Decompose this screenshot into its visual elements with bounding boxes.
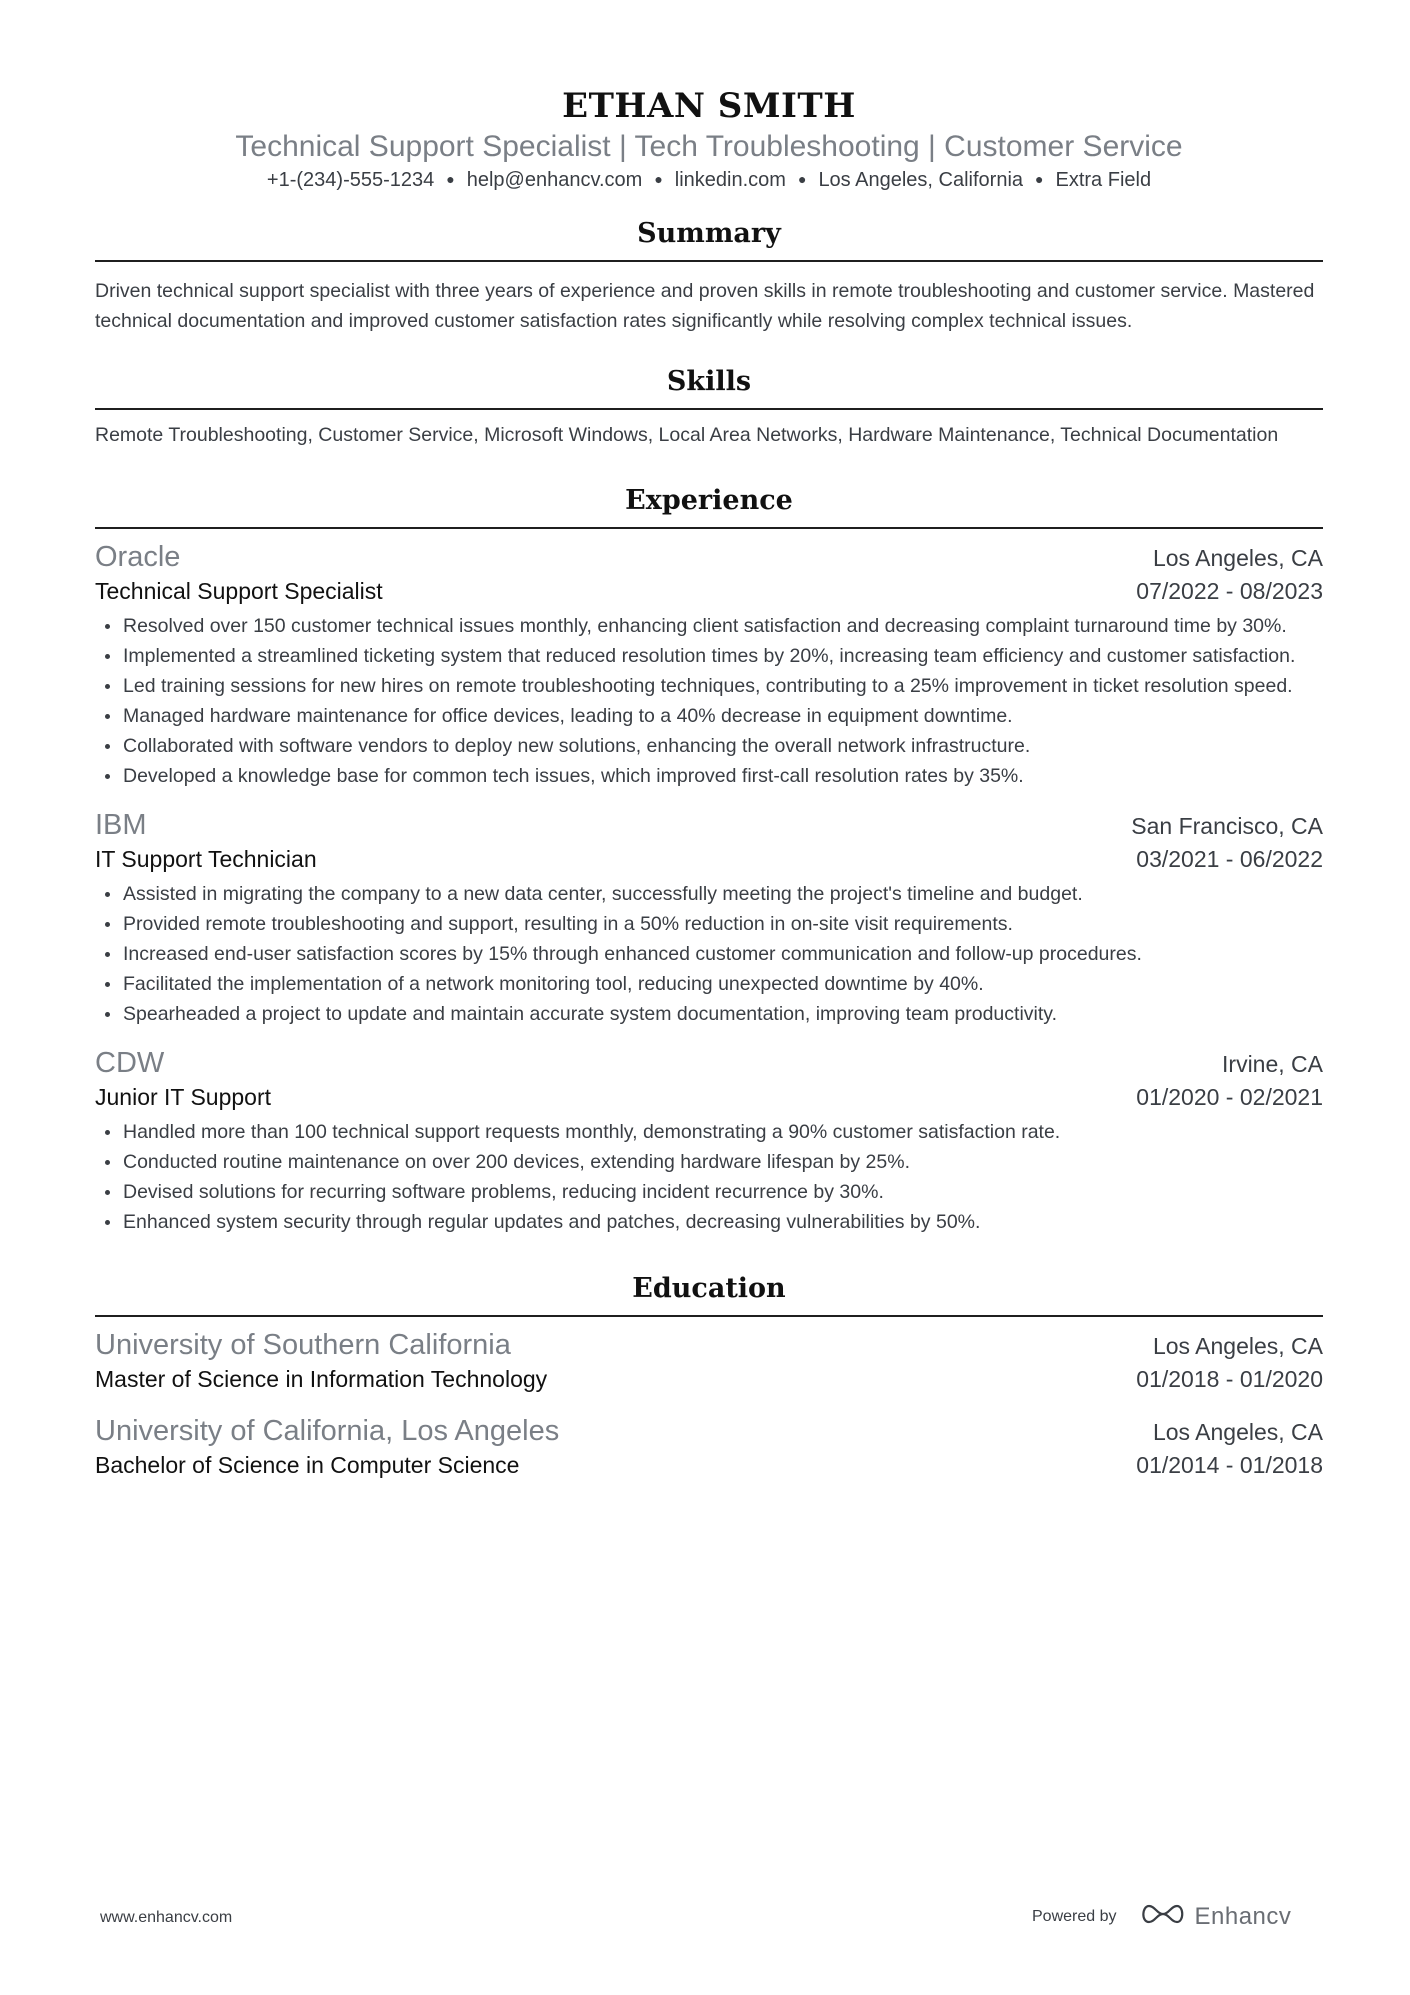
job-location: Irvine, CA bbox=[1222, 1051, 1323, 1077]
bullet-separator-icon: ● bbox=[1035, 171, 1044, 187]
job-role-row bbox=[95, 843, 1323, 875]
experience-section bbox=[95, 483, 1323, 1237]
bullet-item: Devised solutions for recurring software problems, reducing incident recurrence by 30%. bbox=[95, 1177, 1323, 1207]
school-name: University of Southern California bbox=[95, 1329, 511, 1361]
footer-website-link[interactable]: www.enhancv.com bbox=[100, 1909, 233, 1926]
section-title-education: Education bbox=[632, 1273, 786, 1304]
job-title: Technical Support Specialist bbox=[95, 578, 383, 604]
education-degree-row bbox=[95, 1449, 1323, 1481]
school-location: Los Angeles, CA bbox=[1152, 1333, 1323, 1359]
job-role-row bbox=[95, 1081, 1323, 1113]
contact-info bbox=[95, 167, 1323, 194]
contact-linkedin[interactable]: linkedin.com bbox=[674, 169, 786, 191]
education-entry bbox=[95, 1327, 1323, 1395]
bullet-separator-icon: ● bbox=[446, 171, 455, 187]
summary-text: Driven technical support specialist with three years of experience and proven skills in remote troubleshooting and customer service. Mastered technical documentation and improved customer satisfaction rates significantly while resolving complex technical issues. bbox=[95, 280, 1315, 332]
degree-title: Master of Science in Information Technology bbox=[95, 1366, 548, 1392]
job-bullets bbox=[95, 611, 1323, 791]
education-header-row bbox=[95, 1327, 1323, 1363]
contact-location: Los Angeles, California bbox=[818, 169, 1024, 191]
section-divider bbox=[95, 260, 1323, 262]
skills-text: Remote Troubleshooting, Customer Service, Microsoft Windows, Local Area Networks, Hardware Maintenance, Technical Documentation bbox=[95, 424, 1279, 446]
job-header-row bbox=[95, 1045, 1323, 1081]
job-location: San Francisco, CA bbox=[1131, 813, 1323, 839]
contact-email[interactable]: help@enhancv.com bbox=[466, 169, 643, 191]
bullet-item: Enhanced system security through regular updates and patches, decreasing vulnerabilities by 50%. bbox=[95, 1207, 1323, 1237]
job-entry bbox=[95, 807, 1323, 1029]
bullet-item: Facilitated the implementation of a network monitoring tool, reducing unexpected downtime by 40%. bbox=[95, 969, 1323, 999]
bullet-item: Handled more than 100 technical support requests monthly, demonstrating a 90% customer satisfaction rate. bbox=[95, 1117, 1323, 1147]
footer-branding bbox=[1032, 1902, 1291, 1931]
bullet-item: Spearheaded a project to update and maintain accurate system documentation, improving team productivity. bbox=[95, 999, 1323, 1029]
job-dates: 03/2021 - 06/2022 bbox=[1136, 846, 1323, 872]
resume-page bbox=[95, 0, 1323, 1481]
bullet-item: Managed hardware maintenance for office devices, leading to a 40% decrease in equipment downtime. bbox=[95, 701, 1323, 731]
powered-by-label: Powered by bbox=[1032, 1907, 1117, 1925]
education-degree-row bbox=[95, 1363, 1323, 1395]
school-name: University of California, Los Angeles bbox=[95, 1415, 560, 1447]
section-title-experience: Experience bbox=[625, 485, 793, 516]
candidate-headline: Technical Support Specialist | Tech Troubleshooting | Customer Service bbox=[235, 130, 1183, 163]
section-divider bbox=[95, 408, 1323, 410]
brand-name: Enhancv bbox=[1194, 1902, 1292, 1930]
job-entry bbox=[95, 539, 1323, 791]
bullet-item: Assisted in migrating the company to a new data center, successfully meeting the project's timeline and budget. bbox=[95, 879, 1323, 909]
section-title-summary: Summary bbox=[637, 218, 781, 249]
job-bullets bbox=[95, 1117, 1323, 1237]
section-divider bbox=[95, 527, 1323, 529]
job-title: Junior IT Support bbox=[95, 1084, 272, 1110]
summary-section bbox=[95, 216, 1323, 336]
bullet-item: Conducted routine maintenance on over 200 devices, extending hardware lifespan by 25%. bbox=[95, 1147, 1323, 1177]
education-dates: 01/2018 - 01/2020 bbox=[1136, 1366, 1323, 1392]
job-entry bbox=[95, 1045, 1323, 1237]
job-location: Los Angeles, CA bbox=[1152, 545, 1323, 571]
school-location: Los Angeles, CA bbox=[1152, 1419, 1323, 1445]
job-role-row bbox=[95, 575, 1323, 607]
enhancv-logo-icon[interactable] bbox=[1139, 1902, 1187, 1931]
education-dates: 01/2014 - 01/2018 bbox=[1136, 1452, 1323, 1478]
contact-phone: +1-(234)-555-1234 bbox=[266, 169, 435, 191]
resume-header bbox=[95, 0, 1323, 194]
company-name: Oracle bbox=[95, 541, 181, 573]
bullet-item: Implemented a streamlined ticketing system that reduced resolution times by 20%, increasing team efficiency and customer satisfaction. bbox=[95, 641, 1323, 671]
bullet-item: Collaborated with software vendors to deploy new solutions, enhancing the overall network infrastructure. bbox=[95, 731, 1323, 761]
education-entry bbox=[95, 1413, 1323, 1481]
job-dates: 07/2022 - 08/2023 bbox=[1136, 578, 1323, 604]
company-name: CDW bbox=[95, 1047, 165, 1079]
education-section bbox=[95, 1271, 1323, 1481]
bullet-item: Developed a knowledge base for common tech issues, which improved first-call resolution rates by 35%. bbox=[95, 761, 1323, 791]
bullet-item: Increased end-user satisfaction scores by 15% through enhanced customer communication and follow-up procedures. bbox=[95, 939, 1323, 969]
job-header-row bbox=[95, 539, 1323, 575]
section-title-skills: Skills bbox=[666, 366, 752, 397]
education-header-row bbox=[95, 1413, 1323, 1449]
bullet-separator-icon: ● bbox=[654, 171, 663, 187]
job-header-row bbox=[95, 807, 1323, 843]
bullet-item: Led training sessions for new hires on remote troubleshooting techniques, contributing to a 25% improvement in ticket resolution speed. bbox=[95, 671, 1323, 701]
degree-title: Bachelor of Science in Computer Science bbox=[95, 1452, 520, 1478]
job-title: IT Support Technician bbox=[95, 846, 317, 872]
bullet-item: Resolved over 150 customer technical issues monthly, enhancing client satisfaction and decreasing complaint turnaround time by 30%. bbox=[95, 611, 1323, 641]
job-dates: 01/2020 - 02/2021 bbox=[1136, 1084, 1323, 1110]
job-bullets bbox=[95, 879, 1323, 1029]
section-divider bbox=[95, 1315, 1323, 1317]
skills-section bbox=[95, 364, 1323, 449]
bullet-separator-icon: ● bbox=[797, 171, 807, 187]
contact-extra-field: Extra Field bbox=[1055, 169, 1152, 191]
company-name: IBM bbox=[95, 809, 147, 841]
candidate-name: ETHAN SMITH bbox=[562, 86, 856, 126]
bullet-item: Provided remote troubleshooting and support, resulting in a 50% reduction in on-site visit requirements. bbox=[95, 909, 1323, 939]
